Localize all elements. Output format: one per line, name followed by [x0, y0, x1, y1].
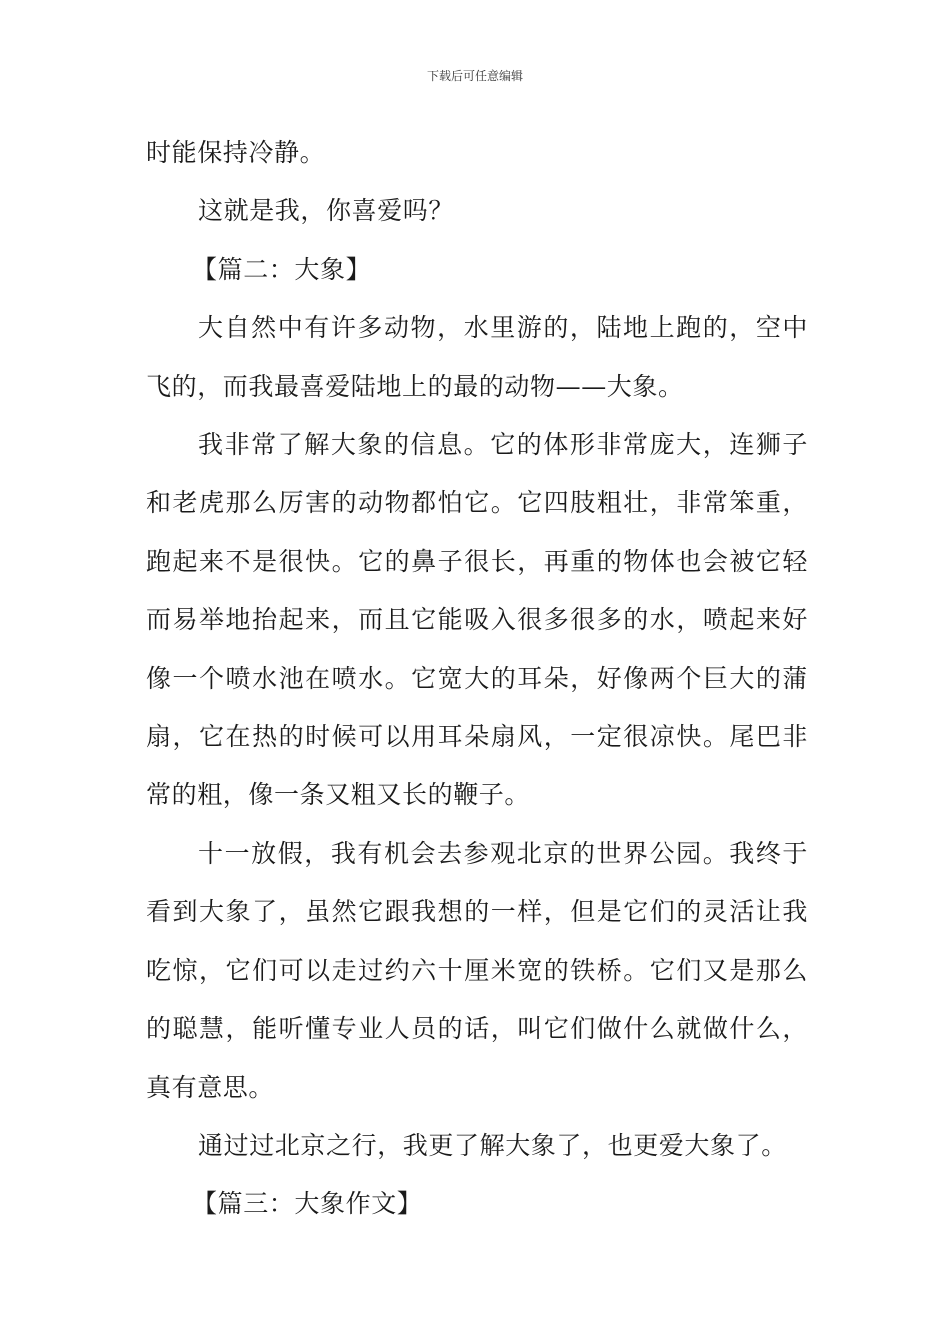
- paragraph-continuation: 时能保持冷静。: [146, 138, 326, 167]
- paragraph-description: 我非常了解大象的信息。它的体形非常庞大，连狮子和老虎那么厉害的动物都怕它。它四肢粗壮，非常笨重，跑起来不是很快。它的鼻子很长，再重的物体也会被它轻而易举地抬起来，而且它能吸入很多很多的水，喷起来好像一个喷水池在喷水。它宽大的耳朵，好像两个巨大的蒲扇，它在热的时候可以用耳朵扇风，一定很凉快。尾巴非常的粗，像一条又粗又长的鞭子。: [146, 430, 808, 810]
- section-heading-part-three: 【篇三：大象作文】: [192, 1189, 423, 1219]
- page-header-note: 下载后可任意编辑: [426, 69, 523, 83]
- document-body: [146, 124, 808, 1234]
- paragraph-conclusion: 通过过北京之行，我更了解大象了，也更爱大象了。: [198, 1130, 787, 1160]
- paragraph-intro: 大自然中有许多动物，水里游的，陆地上跑的，空中飞的，而我最喜爱陆地上的最的动物——大象。: [146, 313, 808, 401]
- section-heading-part-two: 【篇二：大象】: [192, 254, 372, 284]
- paragraph-closing-question: 这就是我，你喜爱吗？: [198, 196, 455, 226]
- paragraph-visit: 十一放假，我有机会去参观北京的世界公园。我终于看到大象了，虽然它跟我想的一样，但是它们的灵活让我吃惊，它们可以走过约六十厘米宽的铁桥。它们又是那么的聪慧，能听懂专业人员的话，叫它们做什么就做什么，真有意思。: [146, 838, 808, 1102]
